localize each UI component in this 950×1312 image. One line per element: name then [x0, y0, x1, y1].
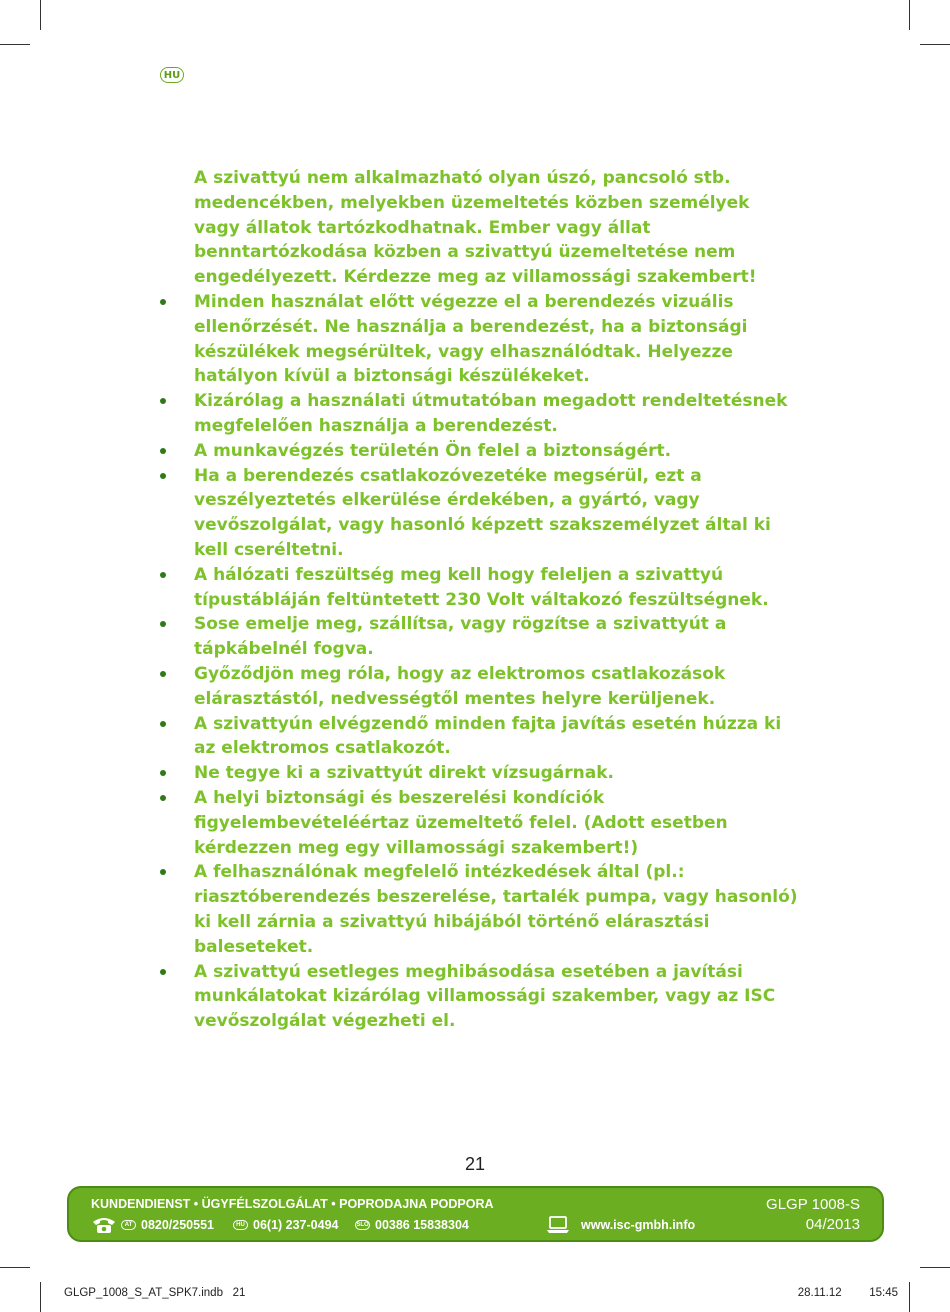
language-badge: HU [160, 67, 184, 83]
list-item-text: A munkavégzés területén Ön felel a biztonságért. [194, 440, 672, 461]
crop-mark [920, 44, 950, 45]
print-slug-timestamp: 28.11.12 15:45 [797, 1287, 898, 1299]
list-item-text: A hálózati feszültség meg kell hogy feleljen a szivattyú típustábláján feltüntetett 230 Volt váltakozó feszültségnek. [194, 564, 769, 610]
phone-at[interactable] [121, 1218, 214, 1232]
website-link[interactable]: www.isc-gmbh.info [581, 1218, 696, 1232]
bullet-icon [160, 721, 166, 727]
bullet-icon [160, 671, 166, 677]
model-info [766, 1195, 860, 1235]
bullet-icon [160, 869, 166, 875]
phone-hu[interactable] [233, 1218, 338, 1232]
list-item-text: Minden használat előtt végezze el a berendezés vizuális ellenőrzését. Ne használja a berendezést, ha a biztonsági készülékek megsérültek, vagy elhasználódtak. Helyezze hatályon kívül a biztonsági készülékeket. [194, 291, 748, 387]
phone-number: 00386 15838304 [375, 1218, 469, 1232]
laptop-icon [546, 1216, 570, 1234]
list-item [160, 563, 800, 613]
country-code-badge: AT [121, 1220, 136, 1230]
list-item [160, 612, 800, 662]
bullet-icon [160, 770, 166, 776]
list-item [160, 712, 800, 762]
bullet-icon [160, 795, 166, 801]
bullet-icon [160, 398, 166, 404]
contact-row [91, 1216, 862, 1236]
crop-mark [40, 1282, 41, 1312]
crop-mark [920, 1267, 950, 1268]
phone-slo[interactable] [355, 1218, 469, 1232]
list-item [160, 439, 800, 464]
phone-number: 0820/250551 [141, 1218, 214, 1232]
crop-mark [909, 0, 910, 30]
list-item-text: Győződjön meg róla, hogy az elektromos csatlakozások elárasztástól, nedvességtől mentes helyre kerüljenek. [194, 663, 726, 709]
list-item [160, 761, 800, 786]
bullet-icon [160, 448, 166, 454]
list-item-text: Ne tegye ki a szivattyút direkt vízsugárnak. [194, 763, 614, 784]
country-code-badge: SLO [356, 1222, 369, 1228]
list-item [160, 464, 800, 563]
crop-mark [909, 1282, 910, 1312]
page-number: 21 [464, 1154, 486, 1174]
list-item-text: A felhasználónak megfelelő intézkedések által (pl.: riasztóberendezés beszerelése, tartalék pumpa, vagy hasonló) ki kell zárnia a szivattyú hibájából történő elárasztási baleseteket. [194, 862, 798, 957]
list-item [160, 662, 800, 712]
list-item-text: Sose emelje meg, szállítsa, vagy rögzítse a szivattyút a tápkábelnél fogva. [194, 614, 727, 660]
list-item-text: Ha a berendezés csatlakozóvezetéke megsérül, ezt a veszélyeztetés elkerülése érdekében, a gyártó, vagy vevőszolgálat, vagy hasonló képzett szakszemélyzet által ki kell cseréltetni. [194, 465, 771, 560]
bullet-icon [160, 969, 166, 975]
crop-mark [40, 0, 41, 30]
bullet-icon [160, 572, 166, 578]
instruction-list [160, 290, 800, 1034]
edition-date: 04/2013 [805, 1216, 860, 1233]
bullet-icon [160, 621, 166, 627]
telephone-icon [91, 1216, 117, 1234]
crop-mark [0, 44, 30, 45]
print-slug-file: GLGP_1008_S_AT_SPK7.indb 21 [64, 1287, 246, 1299]
crop-mark [0, 1267, 30, 1268]
model-number: GLGP 1008-S [766, 1196, 860, 1213]
country-code-badge: HU [233, 1220, 248, 1230]
list-item [160, 786, 800, 860]
list-item-text: A szivattyún elvégzendő minden fajta javítás esetén húzza ki az elektromos csatlakozót. [194, 713, 782, 759]
list-item [160, 290, 800, 389]
phone-number: 06(1) 237-0494 [253, 1218, 339, 1232]
service-footer [67, 1186, 884, 1242]
list-item [160, 860, 800, 959]
safety-instructions [160, 166, 800, 1034]
list-item-text: A helyi biztonsági és beszerelési kondíciók figyelembevételéértaz üzemeltető felel. (Adott esetben kérdezzen meg egy villamossági szakembert!) [194, 787, 728, 858]
footer-title: KUNDENDIENST • ÜGYFÉLSZOLGÁLAT • POPRODAJNA PODPORA [91, 1197, 494, 1211]
intro-paragraph: A szivattyú nem alkalmazható olyan úszó, pancsoló stb. medencékben, melyekben üzemeltetés közben személyek vagy állatok tartózkodhatnak. Ember vagy állat benntartózkodása közben a szivattyú üzemeltetése nem engedélyezett. Kérdezze meg az villamossági szakembert! [194, 168, 757, 288]
list-item [160, 389, 800, 439]
list-item-text: A szivattyú esetleges meghibásodása esetében a javítási munkálatokat kizárólag villamossági szakember, vagy az ISC vevőszolgálat végezheti el. [194, 961, 776, 1032]
list-item-text: Kizárólag a használati útmutatóban megadott rendeltetésnek megfelelően használja a berendezést. [194, 391, 788, 436]
bullet-icon [160, 299, 166, 305]
list-item [160, 960, 800, 1034]
bullet-icon [160, 473, 166, 479]
